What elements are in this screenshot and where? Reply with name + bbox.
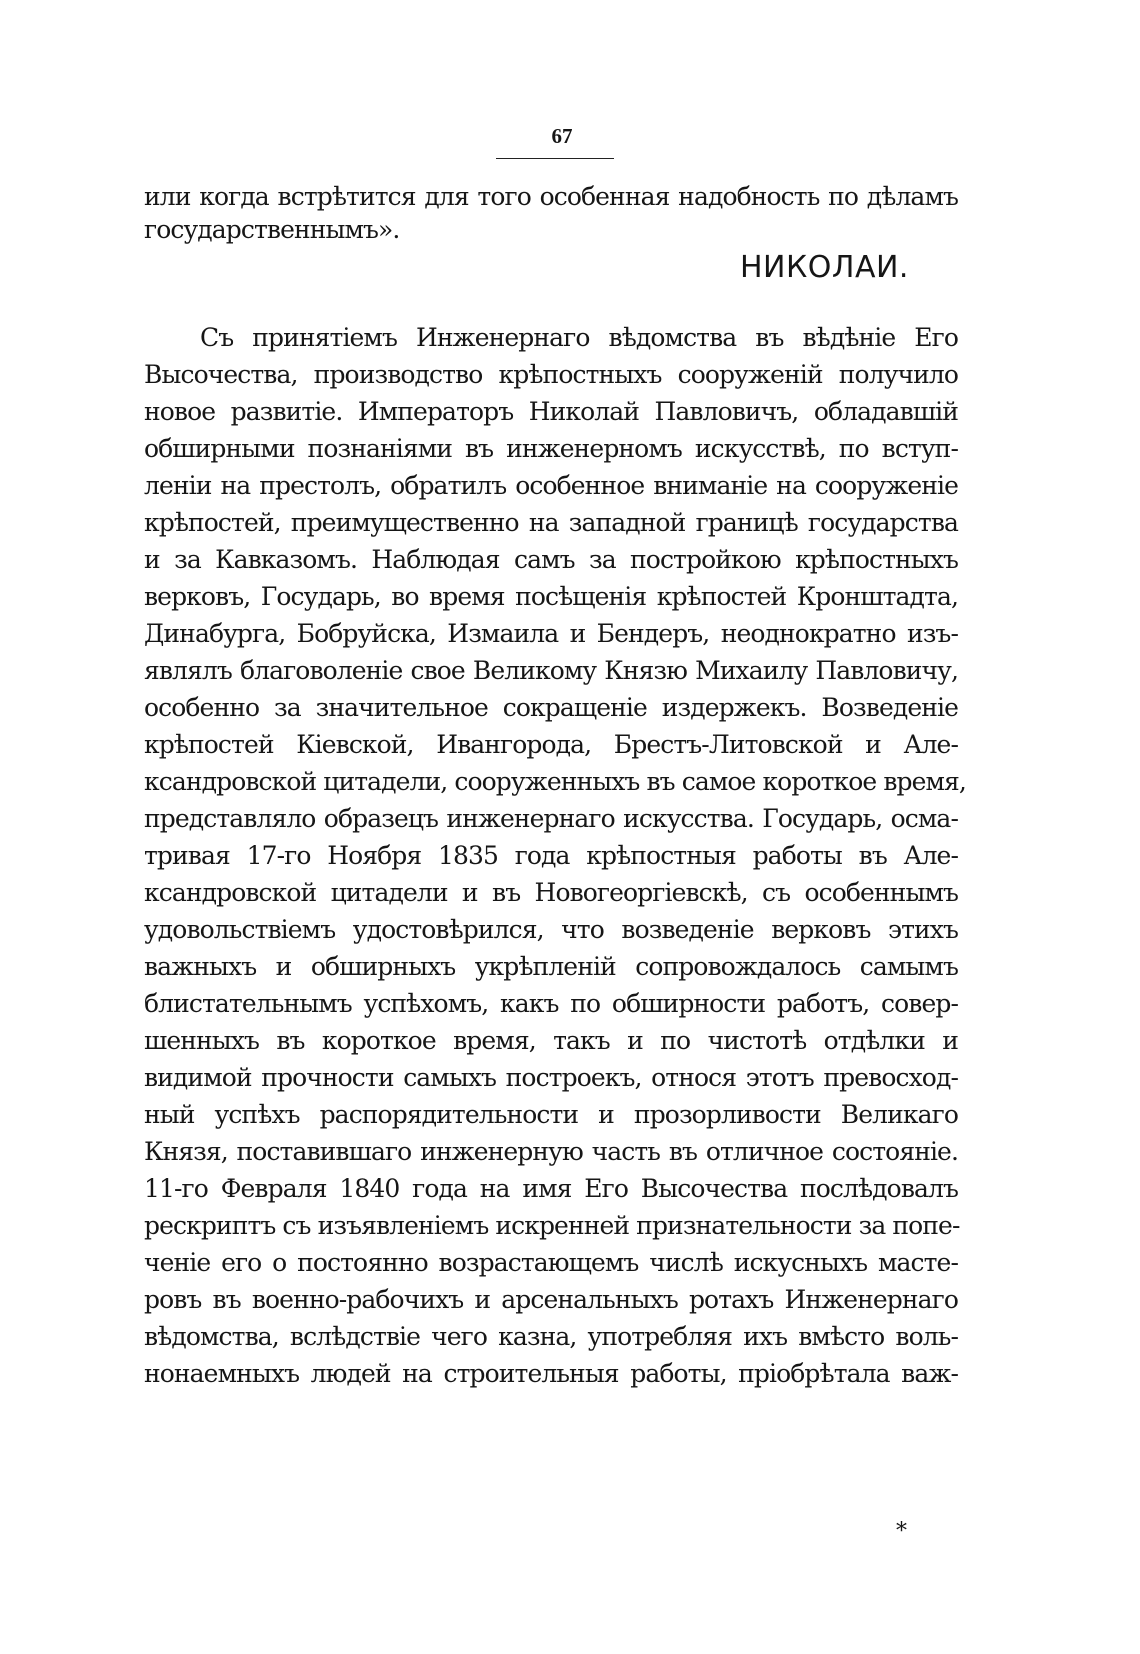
body-line: новое развитіе. Императоръ Николай Павловичъ, обладавшій bbox=[144, 397, 958, 426]
intro-line: государственнымъ». bbox=[144, 215, 400, 244]
body-line: представляло образецъ инженернаго искусства. Государь, осма- bbox=[144, 804, 958, 833]
body-line: ченіе его о постоянно возрастающемъ числѣ искусныхъ масте- bbox=[144, 1248, 958, 1277]
sheet-signature-mark: * bbox=[896, 1519, 907, 1544]
body-line: Динабурга, Бобруйска, Измаила и Бендеръ, неоднократно изъ- bbox=[144, 619, 958, 648]
page-number-rule bbox=[496, 158, 614, 159]
body-line: ксандровской цитадели, сооруженныхъ въ самое короткое время, bbox=[144, 767, 966, 796]
body-line: вѣдомства, вслѣдствіе чего казна, употребляя ихъ вмѣсто воль- bbox=[144, 1322, 958, 1351]
signature: НИКОЛАИ. bbox=[740, 250, 909, 285]
body-line: Высочества, производство крѣпостныхъ сооруженій получило bbox=[144, 360, 958, 389]
body-line: шенныхъ въ короткое время, такъ и по чистотѣ отдѣлки и bbox=[144, 1026, 958, 1055]
body-line: Князя, поставившаго инженерную часть въ отличное состояніе. bbox=[144, 1137, 958, 1166]
body-line: удовольствіемъ удостовѣрился, что возведеніе верковъ этихъ bbox=[144, 915, 958, 944]
body-line: тривая 17-го Ноября 1835 года крѣпостныя работы въ Але- bbox=[144, 841, 958, 870]
body-line: и за Кавказомъ. Наблюдая самъ за постройкою крѣпостныхъ bbox=[144, 545, 958, 574]
body-line: 11-го Февраля 1840 года на имя Его Высочества послѣдовалъ bbox=[144, 1174, 958, 1203]
body-line: верковъ, Государь, во время посѣщенія крѣпостей Кронштадта, bbox=[144, 582, 958, 611]
body-line: крѣпостей Кіевской, Ивангорода, Брестъ-Литовской и Але- bbox=[144, 730, 958, 759]
body-line: леніи на престолъ, обратилъ особенное вниманіе на сооруженіе bbox=[144, 471, 958, 500]
body-line: являлъ благоволеніе свое Великому Князю Михаилу Павловичу, bbox=[144, 656, 958, 685]
body-line: блистательнымъ успѣхомъ, какъ по обширности работъ, совер- bbox=[144, 989, 958, 1018]
body-line: особенно за значительное сокращеніе издержекъ. Возведеніе bbox=[144, 693, 958, 722]
page-number: 67 bbox=[551, 124, 573, 148]
body-line: важныхъ и обширныхъ укрѣпленій сопровождалось самымъ bbox=[144, 952, 958, 981]
body-line: обширными познаніями въ инженерномъ искусствѣ, по вступ- bbox=[144, 434, 958, 463]
body-line: крѣпостей, преимущественно на западной границѣ государства bbox=[144, 508, 958, 537]
body-line: видимой прочности самыхъ построекъ, относя этотъ превосход- bbox=[144, 1063, 958, 1092]
body-line: рескриптъ съ изъявленіемъ искренней признательности за попе- bbox=[144, 1211, 960, 1240]
body-line: Съ принятіемъ Инженернаго вѣдомства въ вѣдѣніе Его bbox=[200, 323, 958, 352]
body-line: нонаемныхъ людей на строительныя работы, пріобрѣтала важ- bbox=[144, 1359, 958, 1388]
intro-line: или когда встрѣтится для того особенная надобность по дѣламъ bbox=[144, 182, 958, 211]
body-line: ксандровской цитадели и въ Новогеоргіевскѣ, съ особеннымъ bbox=[144, 878, 958, 907]
body-line: ровъ въ военно-рабочихъ и арсенальныхъ ротахъ Инженернаго bbox=[144, 1285, 958, 1314]
body-line: ный успѣхъ распорядительности и прозорливости Великаго bbox=[144, 1100, 958, 1129]
